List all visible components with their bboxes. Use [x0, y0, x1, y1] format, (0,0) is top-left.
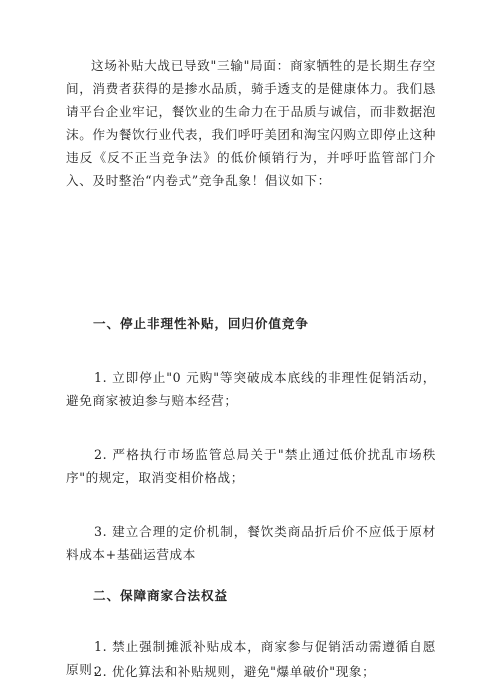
- section-heading-2: 二、保障商家合法权益: [93, 588, 228, 603]
- section-1-item-2: 2. 严格执行市场监管总局关于"禁止通过低价扰乱市场秩序"的规定，取消变相价格战；: [66, 447, 436, 485]
- section-2-item-1: 1. 禁止强制摊派补贴成本，商家参与促销活动需遵循自愿原则；: [66, 639, 436, 677]
- section-1-item-1: 1. 立即停止"0 元购"等突破成本底线的非理性促销活动，避免商家被迫参与赔本经营；: [66, 370, 436, 408]
- section-1-item-3: 3. 建立合理的定价机制，餐饮类商品折后价不应低于原材料成本+基础运营成本: [66, 524, 436, 562]
- intro-paragraph: 这场补贴大战已导致"三输"局面：商家牺牲的是长期生存空间，消费者获得的是掺水品质，骑手透支的是健康体力。我们恳请平台企业牢记，餐饮业的生命力在于品质与诚信，而非数据泡沫。作为餐饮行业代表，我们呼吁美团和淘宝闪购立即停止这种违反《反不正当竞争法》的低价倾销行为，并呼吁监管部门介入、及时整治“内卷式”竞争乱象！倡议如下：: [66, 58, 436, 188]
- section-heading-1: 一、停止非理性补贴，回归价值竞争: [93, 316, 309, 331]
- section-2-item-2: 2. 优化算法和补贴规则，避免"爆单破价"现象；: [94, 664, 376, 679]
